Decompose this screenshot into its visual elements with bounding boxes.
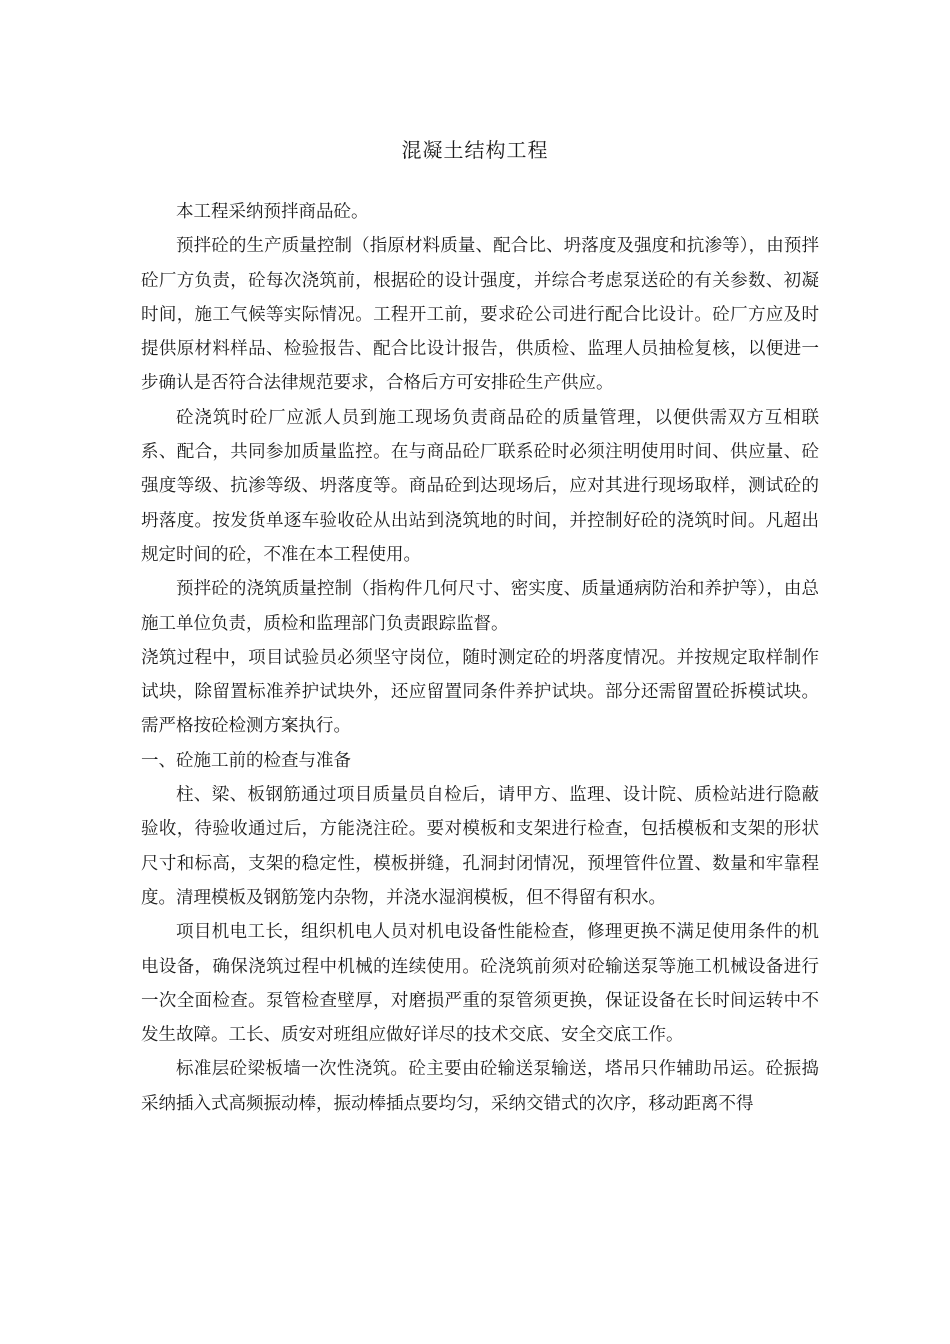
paragraph: 本工程采纳预拌商品砼。 xyxy=(176,202,369,222)
document-title: 混凝土结构工程 xyxy=(401,138,549,162)
paragraph: 预拌砼的浇筑质量控制（指构件几何尺寸、密实度、质量通病防治和养护等），由总施工单位负责，质检和监理部门负责跟踪监督。 xyxy=(141,579,819,634)
paragraph: 预拌砼的生产质量控制（指原材料质量、配合比、坍落度及强度和抗渗等），由预拌砼厂方负责，砼每次浇筑前，根据砼的设计强度，并综合考虑泵送砼的有关参数、初凝时间，施工气候等实际情况。工程开工前，要求砼公司进行配合比设计。砼厂方应及时提供原材料样品、检验报告、配合比设计报告，供质检、监理人员抽检复核，以便进一步确认是否符合法律规范要求，合格后方可安排砼生产供应。 xyxy=(141,236,819,394)
paragraph: 浇筑过程中，项目试验员必须坚守岗位，随时测定砼的坍落度情况。并按规定取样制作试块，除留置标准养护试块外，还应留置同条件养护试块。部分还需留置砼拆模试块。需严格按砼检测方案执行。 xyxy=(141,647,819,737)
document-body xyxy=(141,195,819,1121)
paragraph: 砼浇筑时砼厂应派人员到施工现场负责商品砼的质量管理，以便供需双方互相联系、配合，共同参加质量监控。在与商品砼厂联系砼时必须注明使用时间、供应量、砼强度等级、抗渗等级、坍落度等。商品砼到达现场后，应对其进行现场取样，测试砼的坍落度。按发货单逐车验收砼从出站到浇筑地的时间，并控制好砼的浇筑时间。凡超出规定时间的砼，不准在本工程使用。 xyxy=(141,407,819,565)
paragraph: 项目机电工长，组织机电人员对机电设备性能检查，修理更换不满足使用条件的机电设备，确保浇筑过程中机械的连续使用。砼浇筑前须对砼输送泵等施工机械设备进行一次全面检查。泵管检查壁厚，对磨损严重的泵管须更换，保证设备在长时间运转中不发生故障。工长、质安对班组应做好详尽的技术交底、安全交底工作。 xyxy=(141,922,819,1046)
section-heading: 一、砼施工前的检查与准备 xyxy=(141,750,351,771)
paragraph: 柱、梁、板钢筋通过项目质量员自检后，请甲方、监理、设计院、质检站进行隐蔽验收，待验收通过后，方能浇注砼。要对模板和支架进行检查，包括模板和支架的形状尺寸和标高，支架的稳定性，模板拼缝，孔洞封闭情况，预埋管件位置、数量和牢靠程度。清理模板及钢筋笼内杂物，并浇水湿润模板，但不得留有积水。 xyxy=(141,785,819,908)
paragraph: 标准层砼梁板墙一次性浇筑。砼主要由砼输送泵输送，塔吊只作辅助吊运。砼振捣采纳插入式高频振动棒，振动棒插点要均匀，采纳交错式的次序，移动距离不得 xyxy=(141,1059,819,1114)
